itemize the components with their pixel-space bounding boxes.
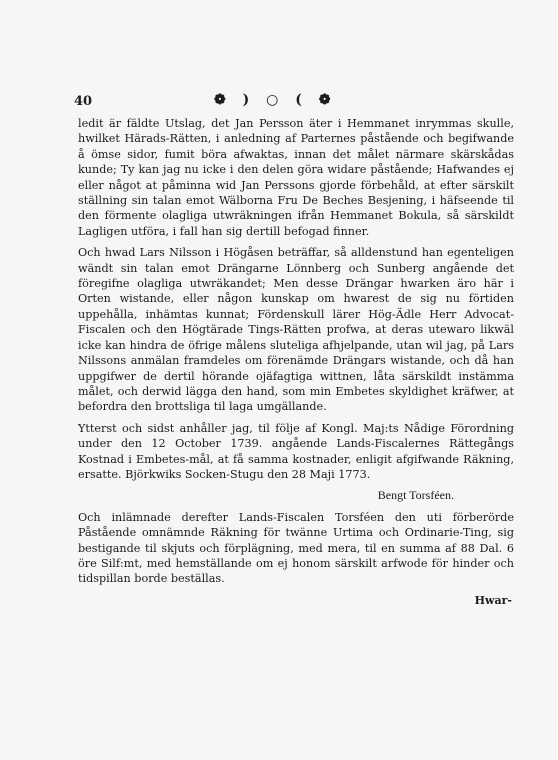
page-number: 40 bbox=[74, 94, 93, 109]
page-header bbox=[74, 92, 514, 112]
paragraph-lars-nilsson: Och hwad Lars Nilsson i Högåsen beträffar, så alldenstund han egenteligen wändt sin talan emot Drängarne Lönnberg och Sunberg angående det föregifne olagliga utwräkandet; Men desse Drängar hwarken äro här i Orten wistande, eller någon kunskap om hwarest de sig nu förtiden uppehålla, inhämtas kunnat; Fördenskull lärer Hög-Ädle Herr Advocat-Fiscalen och den Högtärade Tings-Rätten profwa, at deras utewaro likwäl icke kan hindra de öfrige målens sluteliga afhjelpande, utan wil jag, på Lars Nilssons anmälan framdeles om förenämde Drängars wistande, och då han uppgifwer de dertil hörande ojäfagtiga wittnen, låta särskildt instämma målet, och derwid lägga den hand, som min Embetes skyldighet kräfwer, at befordra den brottsliga til laga umgällande. bbox=[78, 246, 514, 414]
signature: Bengt Torsféen. bbox=[377, 488, 454, 503]
paragraph-closing-request: Ytterst och sidst anhåller jag, til följe af Kongl. Maj:ts Nådige Förordning under den 12 October 1739. angående Lands-Fiscalernes Rättegångs Kostnad i Embetes-mål, at få samma kostnader, enligit afgifwande Räkning, ersatte. Björkwiks Socken-Stugu den 28 Maji 1773. bbox=[78, 421, 514, 481]
body-text bbox=[78, 116, 514, 608]
catchword: Hwar- bbox=[474, 593, 512, 607]
paragraph-continuation: ledit är fäldte Utslag, det Jan Persson äter i Hemmanet inrymmas skulle, hwilket Härads-Rätten, i anledning af Parternes påstående och begifwande å ömse sidor, fumit böra afwaktas, innan det målet närmare skärskådas kunde; Ty kan jag nu icke i den delen göra widare påstående; Hafwandes ej eller något at påminna wid Jan Perssons gjorde förbehåld, at efter särskilt ställning sin talan emot Wälborna Fru De Beches Besjening, i häfseende til den förmente olagliga utwräkningen ifrån Hemmanet Bokula, så särskildt Lagligen utföra, i fall han sig dertill befogad finner. bbox=[78, 117, 514, 238]
header-ornament: ❁ ) ○ ( ❁ bbox=[214, 92, 337, 108]
paragraph-submission: Och inlämnade derefter Lands-Fiscalen Torsféen den uti förberörde Påstående omnämnde Räkning för twänne Urtima och Ordinarie-Ting, sig bestigande til skjuts och förplägning, med mera, til en summa af 88 Dal. 6 öre Silf:mt, med hemställande om ej honom särskilt arfwode för hinder och tidspillan borde beställas. bbox=[78, 510, 514, 586]
